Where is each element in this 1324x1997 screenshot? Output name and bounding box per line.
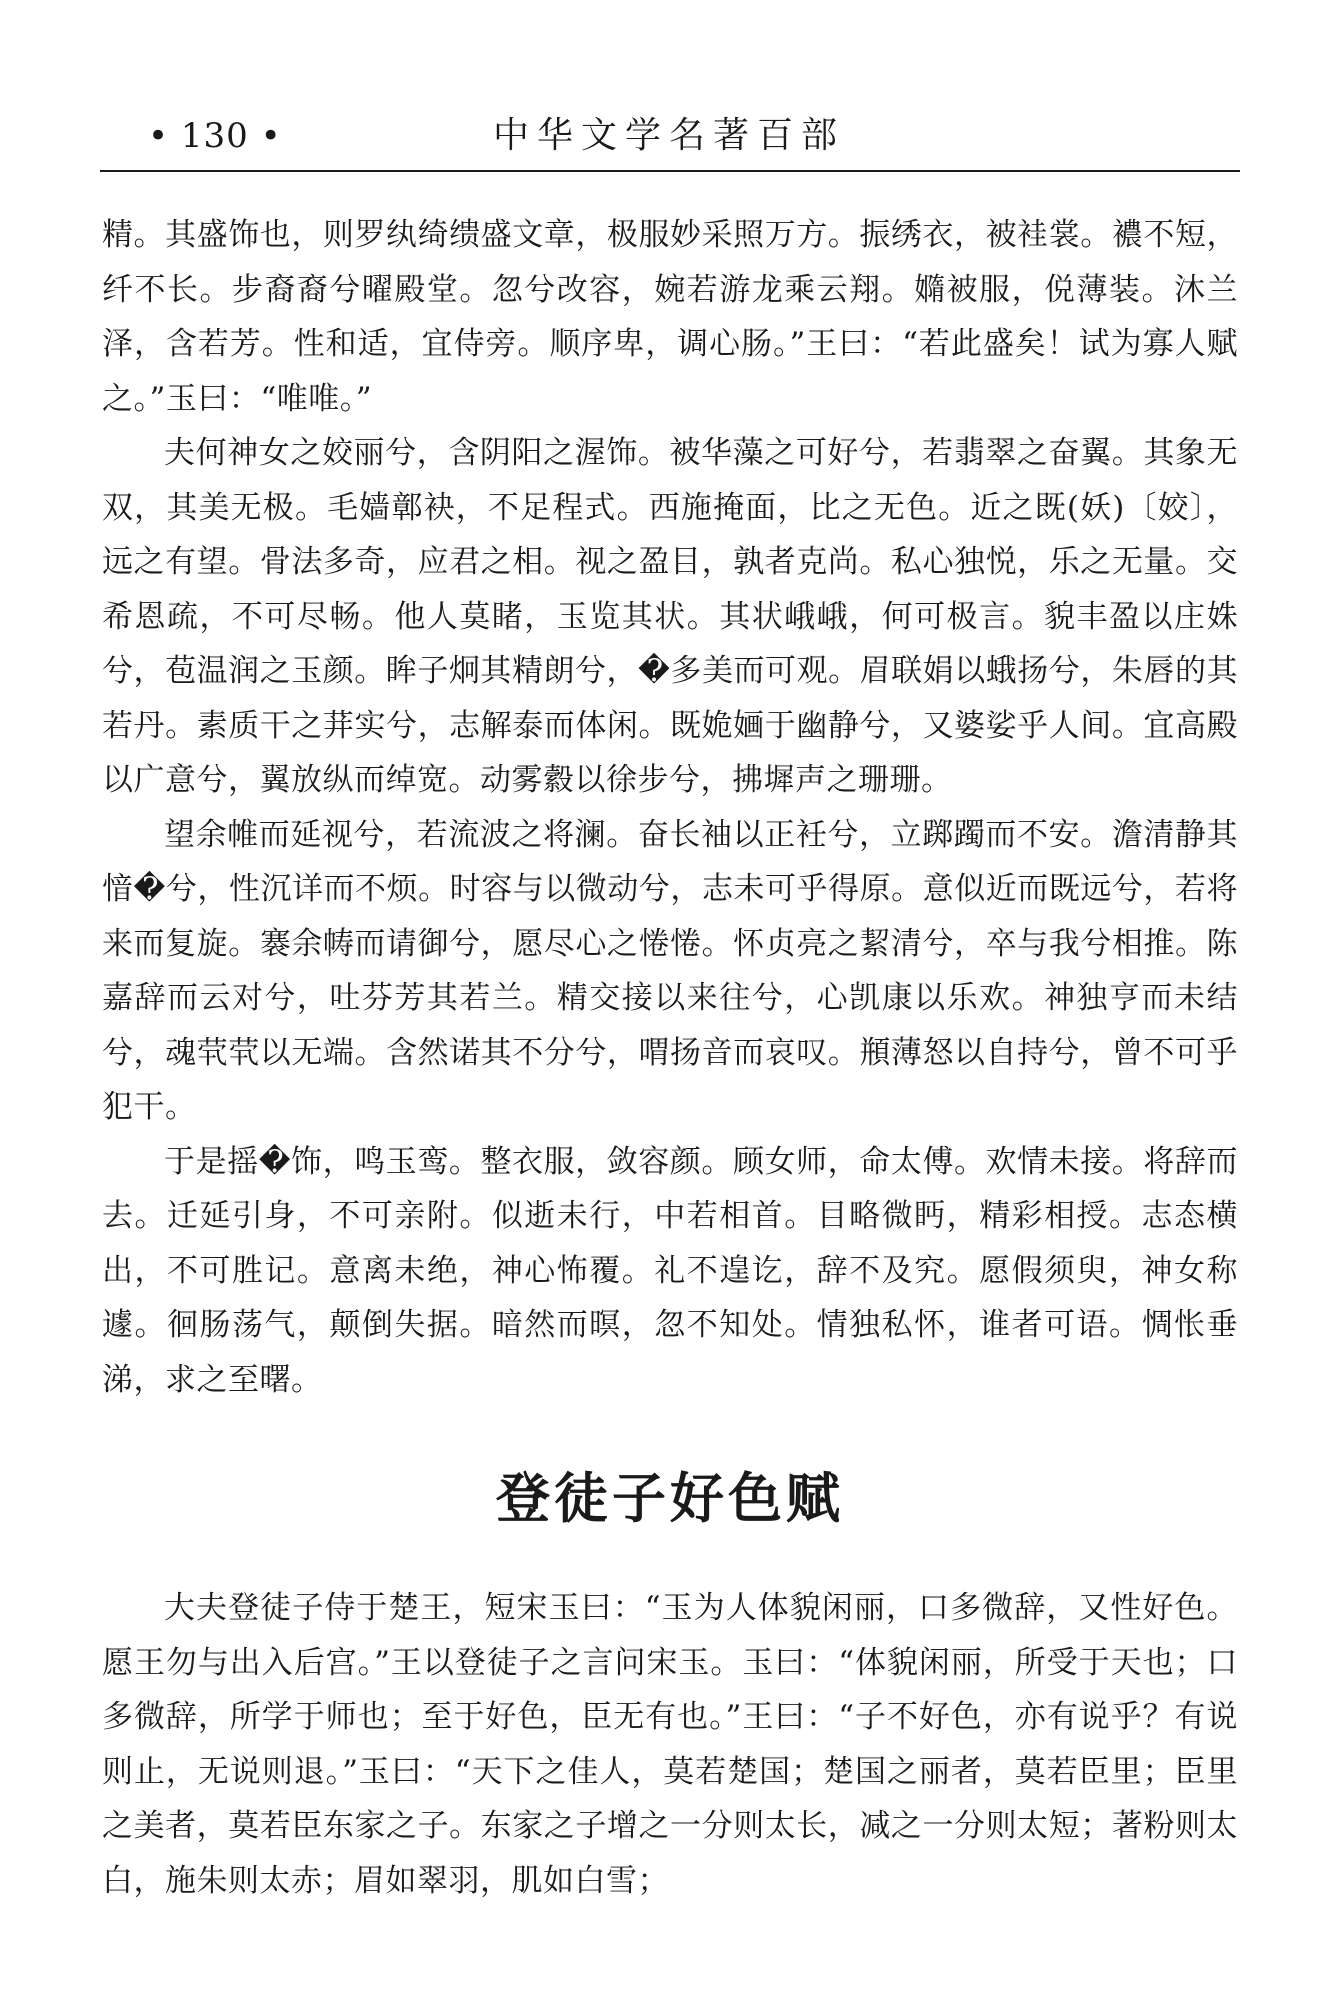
section-title: 登徒子好色赋	[496, 1467, 844, 1530]
running-title: 中华文学名著百部	[492, 115, 845, 156]
page-header	[100, 108, 1238, 168]
paragraph-continued: 精。其盛饰也，则罗纨绮缋盛文章，极服妙采照万方。振绣衣，被袿裳。襛不短，纤不长。步裔裔兮曜殿堂。忽兮改容，婉若游龙乘云翔。嫷被服，侻薄装。沐兰泽，含若芳。性和适，宜侍旁。顺序卑，调心肠。”王曰：“若此盛矣！试为寡人赋之。”玉曰：“唯唯。”	[102, 217, 1238, 417]
page-body	[102, 208, 1238, 1908]
paragraph: 大夫登徒子侍于楚王，短宋玉曰：“玉为人体貌闲丽，口多微辞，又性好色。愿王勿与出入后宫。”王以登徒子之言问宋玉。玉曰：“体貌闲丽，所受于天也；口多微辞，所学于师也；至于好色，臣无有也。”王曰：“子不好色，亦有说乎？有说则止，无说则退。”玉曰：“天下之佳人，莫若楚国；楚国之丽者，莫若臣里；臣里之美者，莫若臣东家之子。东家之子增之一分则太长，减之一分则太短；著粉则太白，施朱则太赤；眉如翠羽，肌如白雪；	[102, 1590, 1238, 1899]
paragraph: 望余帷而延视兮，若流波之将澜。奋长袖以正衽兮，立踯躅而不安。澹清静其愔�兮，性沉详而不烦。时容与以微动兮，志未可乎得原。意似近而既远兮，若将来而复旋。褰余帱而请御兮，愿尽心之惓惓。怀贞亮之絜清兮，卒与我兮相推。陈嘉辞而云对兮，吐芬芳其若兰。精交接以来往兮，心凯康以乐欢。神独亨而未结兮，魂茕茕以无端。含然诺其不分兮，喟扬音而哀叹。頩薄怒以自持兮，曾不可乎犯干。	[102, 816, 1238, 1125]
header-rule	[100, 170, 1240, 172]
paragraph: 于是摇�饰，鸣玉鸾。整衣服，敛容颜。顾女师，命太傅。欢情未接。将辞而去。迁延引身，不可亲附。似逝未行，中若相首。目略微眄，精彩相授。志态横出，不可胜记。意离未绝，神心怖覆。礼不遑讫，辞不及究。愿假须臾，神女称遽。徊肠荡气，颠倒失据。暗然而暝，忽不知处。情独私怀，谁者可语。惆怅垂涕，求之至曙。	[102, 1143, 1238, 1398]
page-number: • 130 •	[148, 116, 282, 156]
paragraph: 夫何神女之姣丽兮，含阴阳之渥饰。被华藻之可好兮，若翡翠之奋翼。其象无双，其美无极。毛嫱鄣袂，不足程式。西施掩面，比之无色。近之既(妖)〔姣〕，远之有望。骨法多奇，应君之相。视之盈目，孰者克尚。私心独悦，乐之无量。交希恩疏，不可尽畅。他人莫睹，玉览其状。其状峨峨，何可极言。貌丰盈以庄姝兮，苞温润之玉颜。眸子炯其精朗兮，�多美而可观。眉联娟以蛾扬兮，朱唇的其若丹。素质干之荓实兮，志解泰而体闲。既姽婳于幽静兮，又婆娑乎人间。宜高殿以广意兮，翼放纵而绰宽。动雾縠以徐步兮，拂墀声之珊珊。	[102, 435, 1238, 798]
